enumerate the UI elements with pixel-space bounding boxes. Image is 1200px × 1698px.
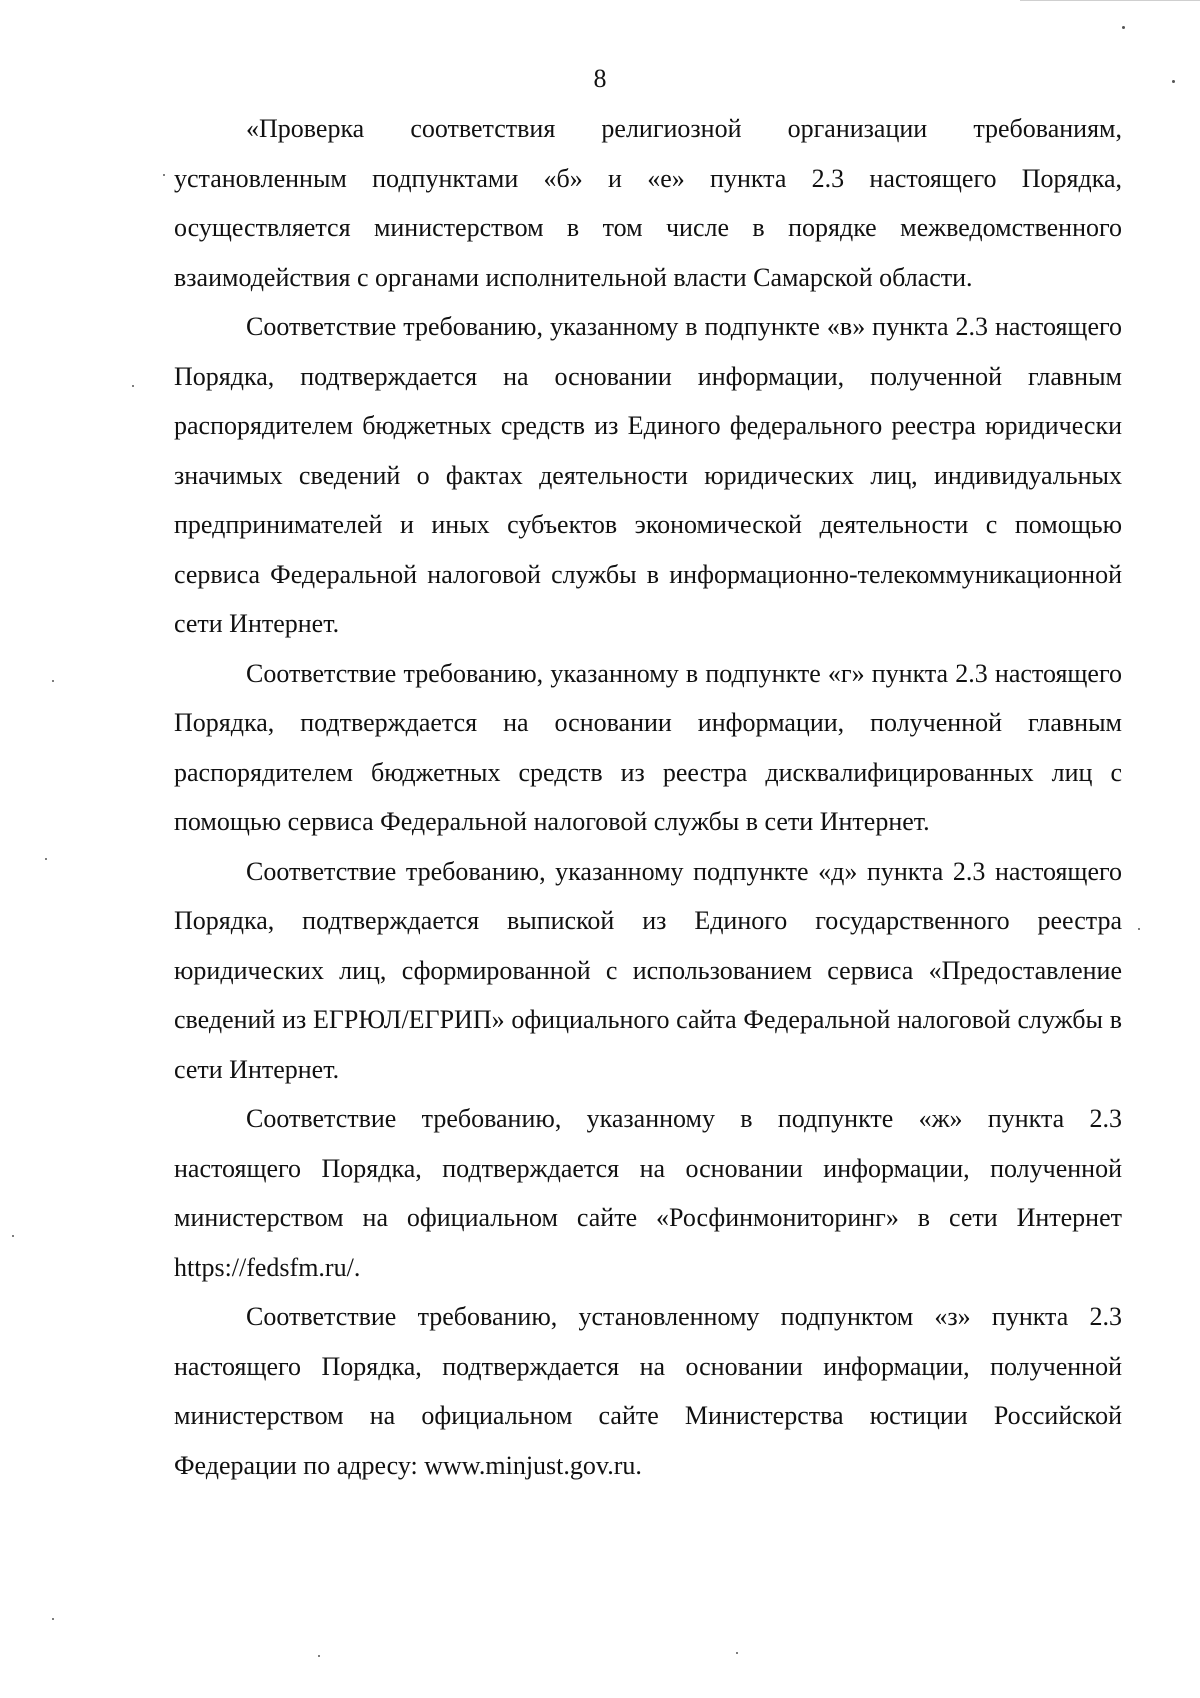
scan-speck <box>1138 928 1140 930</box>
scan-speck <box>1172 80 1175 83</box>
scan-speck <box>132 385 134 387</box>
paragraph-requirement-v: Соответствие требованию, указанному в подпункте «в» пункта 2.3 настоящего Порядка, подтверждается на основании информации, полученной главным распорядителем бюджетных средств из Единого федерального реестра юридически значимых сведений о фактах деятельности юридических лиц, индивидуальных предпринимателей и иных субъектов экономической деятельности с помощью сервиса Федеральной налоговой службы в информационно-телекоммуникационной сети Интернет. <box>174 312 1122 638</box>
paragraph-requirement-d: Соответствие требованию, указанному подпункте «д» пункта 2.3 настоящего Порядка, подтверждается выпиской из Единого государственного реестра юридических лиц, сформированной с использованием сервиса «Предоставление сведений из ЕГРЮЛ/ЕГРИП» официального сайта Федеральной налоговой службы в сети Интернет. <box>174 856 1122 1084</box>
scan-speck <box>12 1235 14 1237</box>
scan-speck <box>45 858 47 860</box>
paragraph-requirement-g: Соответствие требованию, указанному в подпункте «г» пункта 2.3 настоящего Порядка, подтверждается на основании информации, полученной главным распорядителем бюджетных средств из реестра дисквалифицированных лиц с помощью сервиса Федеральной налоговой службы в сети Интернет. <box>174 658 1122 836</box>
scan-speck <box>52 1618 54 1620</box>
scan-speck <box>163 174 165 176</box>
page-number: 8 <box>593 64 607 93</box>
scan-speck <box>1122 26 1125 29</box>
scan-speck <box>736 1652 738 1654</box>
paragraph-verification-procedure: «Проверка соответствия религиозной организации требованиям, установленным подпунктами «б» и «е» пункта 2.3 настоящего Порядка, осуществляется министерством в том числе в порядке межведомственного взаимодействия с органами исполнительной власти Самарской области. <box>174 114 1122 292</box>
scan-speck <box>52 680 54 682</box>
paragraph-requirement-z: Соответствие требованию, установленному подпунктом «з» пункта 2.3 настоящего Порядка, подтверждается на основании информации, полученной министерством на официальном сайте Министерства юстиции Российской Федерации по адресу: www.minjust.gov.ru. <box>174 1302 1122 1480</box>
document-body <box>174 104 1122 1490</box>
scan-edge-line <box>1020 0 1200 1</box>
scan-speck <box>318 1655 320 1657</box>
paragraph-requirement-zh: Соответствие требованию, указанному в подпункте «ж» пункта 2.3 настоящего Порядка, подтверждается на основании информации, полученной министерством на официальном сайте «Росфинмониторинг» в сети Интернет https://fedsfm.ru/. <box>174 1104 1122 1282</box>
